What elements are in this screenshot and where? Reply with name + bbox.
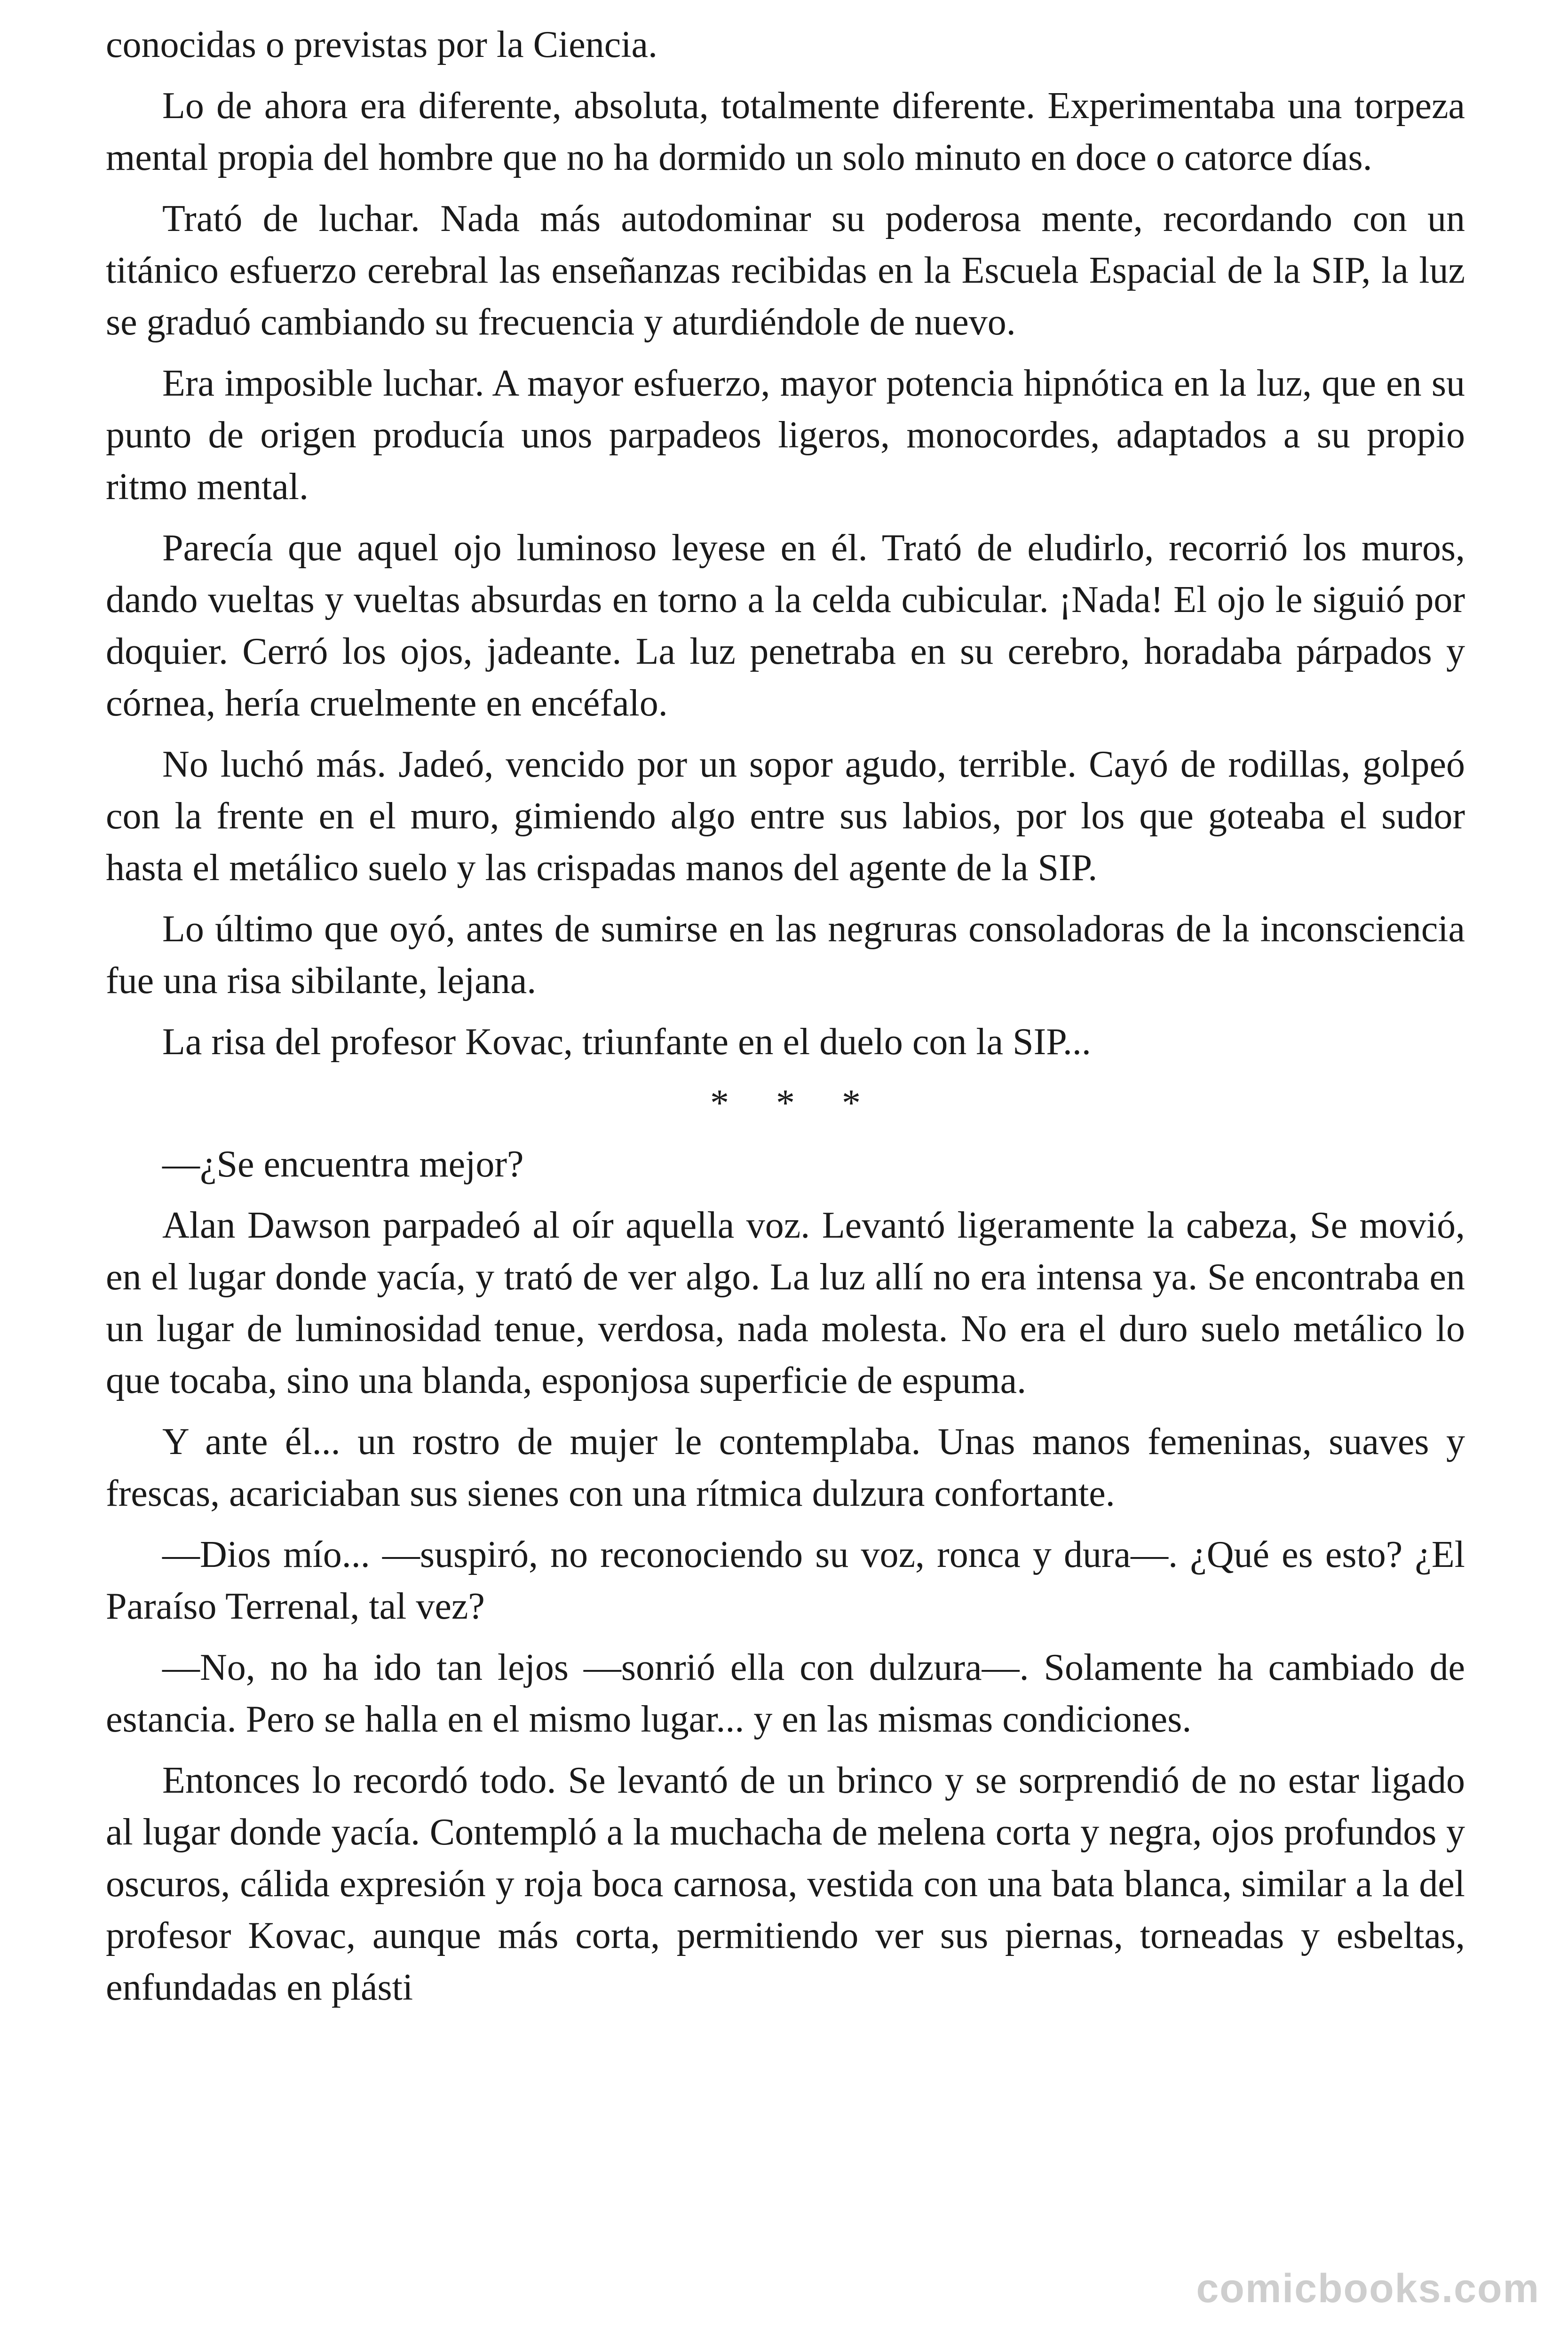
paragraph: Trató de luchar. Nada más autodominar su poderosa mente, recordando con un titánico esfuerzo cerebral las enseñanzas recibidas en la Escuela Espacial de la SIP, la luz se graduó cambiando su frecuencia y aturdiéndole de nuevo. — [106, 198, 1465, 343]
paragraph: Era imposible luchar. A mayor esfuerzo, mayor potencia hipnótica en la luz, que en su punto de origen producía unos parpadeos ligeros, monocordes, adaptados a su propio ritmo mental. — [106, 363, 1465, 508]
paragraph: No luchó más. Jadeó, vencido por un sopor agudo, terrible. Cayó de rodillas, golpeó con la frente en el muro, gimiendo algo entre sus labios, por los que goteaba el sudor hasta el metálico suelo y las crispadas manos del agente de la SIP. — [106, 744, 1465, 889]
paragraph: Entonces lo recordó todo. Se levantó de un brinco y se sorprendió de no estar ligado al lugar donde yacía. Contempló a la muchacha de melena corta y negra, ojos profundos y oscuros, cálida expresión y roja boca carnosa, vestida con una bata blanca, similar a la del profesor Kovac, aunque más corta, permitiendo ver sus piernas, torneadas y esbeltas, enfundadas en plásti — [106, 1760, 1465, 2008]
paragraph: conocidas o previstas por la Ciencia. — [106, 24, 657, 65]
paragraph: Parecía que aquel ojo luminoso leyese en él. Trató de eludirlo, recorrió los muros, dando vueltas y vueltas absurdas en torno a la celda cubicular. ¡Nada! El ojo le siguió por doquier. Cerró los ojos, jadeante. La luz penetraba en su cerebro, horadaba párpados y córnea, hería cruelmente en encéfalo. — [106, 527, 1465, 724]
paragraph: Y ante él... un rostro de mujer le contemplaba. Unas manos femeninas, suaves y frescas, acariciaban sus sienes con una rítmica dulzura confortante. — [106, 1421, 1465, 1514]
separator-asterisk: * — [776, 1082, 795, 1124]
separator-asterisk: * — [842, 1082, 861, 1124]
scene-break-separator — [106, 1077, 1465, 1129]
paragraph: —¿Se encuentra mejor? — [162, 1144, 524, 1185]
paragraph: —Dios mío... —suspiró, no reconociendo su voz, ronca y dura—. ¿Qué es esto? ¿El Paraíso Terrenal, tal vez? — [106, 1534, 1465, 1627]
paragraph: Lo de ahora era diferente, absoluta, totalmente diferente. Experimentaba una torpeza mental propia del hombre que no ha dormido un solo minuto en doce o catorce días. — [106, 85, 1465, 178]
document-page — [106, 19, 1465, 2023]
paragraph: La risa del profesor Kovac, triunfante en el duelo con la SIP... — [162, 1021, 1091, 1063]
separator-asterisk: * — [710, 1082, 729, 1124]
paragraph: Lo último que oyó, antes de sumirse en las negruras consoladoras de la inconsciencia fue una risa sibilante, lejana. — [106, 908, 1465, 1001]
watermark: comicbooks.com — [1196, 2266, 1540, 2311]
paragraph: Alan Dawson parpadeó al oír aquella voz. Levantó ligeramente la cabeza, Se movió, en el lugar donde yacía, y trató de ver algo. La luz allí no era intensa ya. Se encontraba en un lugar de luminosidad tenue, verdosa, nada molesta. No era el duro suelo metálico lo que tocaba, sino una blanda, esponjosa superficie de espuma. — [106, 1205, 1465, 1401]
paragraph: —No, no ha ido tan lejos —sonrió ella con dulzura—. Solamente ha cambiado de estancia. Pero se halla en el mismo lugar... y en las mismas condiciones. — [106, 1647, 1465, 1740]
